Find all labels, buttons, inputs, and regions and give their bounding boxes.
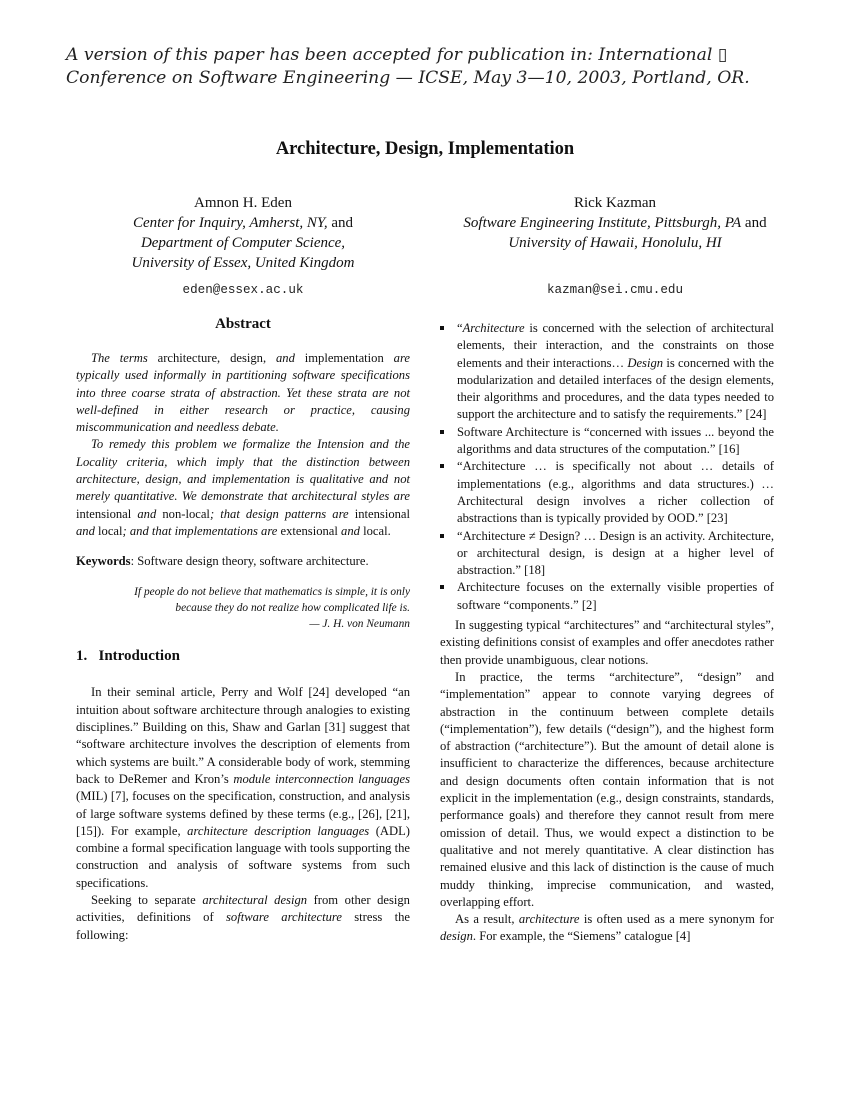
- italic-run: and: [137, 506, 163, 521]
- list-item: [440, 320, 774, 424]
- definition-list: [440, 320, 774, 614]
- text-run: (ADL) combine a formal specification language with tools supporting the construction and analysis of software systems from such specifications.: [76, 823, 410, 890]
- text-run: As a result,: [455, 912, 519, 927]
- text-run: Architecture focuses on the externally visible properties of software “components.” [2]: [457, 580, 774, 612]
- text-run: is often used as a mere synonym for: [579, 912, 774, 927]
- epigraph-attribution: — J. H. von Neumann: [309, 617, 410, 630]
- text-run: intensional: [354, 506, 410, 521]
- epigraph: [76, 584, 410, 633]
- list-item: [440, 424, 774, 459]
- italic-run: ; that design patterns are: [209, 506, 355, 521]
- text-run: local.: [363, 523, 391, 538]
- text-run: intensional: [76, 506, 138, 521]
- banner-line-2: Conference on Software Engineering — ICSE, May 3—10, 2003, Portland, OR.: [66, 68, 750, 88]
- publication-banner: [66, 44, 786, 90]
- italic-run: Architecture: [462, 321, 525, 335]
- right-column: [440, 320, 774, 946]
- text-run: (MIL) [7], focuses on the specification, construction, and analysis of large software systems defined by these terms (e.g., [26], [21], [15]). For example,: [76, 789, 410, 838]
- keywords-label: Keywords: [76, 554, 131, 569]
- text-run: stress the following:: [76, 910, 410, 942]
- text-run: local: [98, 523, 123, 538]
- intro-paragraph-2: [76, 892, 410, 944]
- italic-run: and: [275, 351, 305, 365]
- text-run: “: [457, 321, 463, 335]
- author-affiliation-2: University of Hawaii, Honolulu, HI: [508, 235, 722, 251]
- keywords-text: : Software design theory, software architecture.: [130, 554, 369, 569]
- author-email[interactable]: eden@essex.ac.uk: [182, 283, 304, 297]
- paper-title: Architecture, Design, Implementation: [275, 139, 575, 159]
- left-column: [76, 350, 410, 944]
- italic-run: ; and that implementations are: [122, 523, 281, 538]
- body-paragraph: [440, 669, 774, 911]
- list-item: [440, 458, 774, 527]
- keywords: [76, 553, 410, 570]
- author-affiliation-1: Center for Inquiry, Amherst, NY, and: [132, 215, 354, 231]
- text-run: is concerned with the selection of architectural elements, their interaction, and the constraints on those elements and their interactions…: [457, 321, 774, 370]
- banner-line-1: A version of this paper has been accepted for publication in: International ▯: [66, 45, 728, 65]
- body-paragraph: [440, 911, 774, 946]
- author-block-eden: [76, 193, 410, 300]
- abstract-heading: Abstract: [215, 316, 271, 332]
- italic-run: architecture description languages: [187, 823, 370, 838]
- author-name: Rick Kazman: [573, 195, 657, 211]
- italic-run: software architecture: [226, 910, 342, 925]
- abstract-paragraph-1: [76, 350, 410, 436]
- author-block-kazman: [425, 193, 805, 300]
- epigraph-line-1: If people do not believe that mathematics is simple, it is only: [134, 585, 410, 598]
- abstract-paragraph-2: [76, 436, 410, 540]
- text-run: from other design activities, definitions of: [76, 893, 410, 925]
- italic-run: architectural design: [202, 893, 308, 908]
- epigraph-line-2: because they do not realize how complicated life is.: [175, 601, 410, 614]
- list-item: [440, 528, 774, 580]
- italic-run: module interconnection languages: [233, 771, 410, 786]
- text-run: “Architecture ≠ Design? … Design is an activity. Architecture, or architectural design, is design at a higher level of abstraction.” [18]: [457, 528, 774, 578]
- text-run: extensional: [280, 523, 342, 538]
- intro-paragraph-1: [76, 684, 410, 892]
- author-affiliation-3: University of Essex, United Kingdom: [131, 255, 355, 271]
- author-email[interactable]: kazman@sei.cmu.edu: [546, 283, 684, 297]
- body-paragraph: [440, 617, 774, 669]
- text-run: In suggesting typical “architectures” and “architectural styles”, existing definitions consist of examples and offer anecdotes rather then provide unambiguous, clear notions.: [440, 618, 774, 667]
- author-name: Amnon H. Eden: [194, 195, 292, 211]
- italic-run: architecture: [518, 912, 580, 927]
- italic-run: design: [440, 929, 473, 944]
- author-affiliation-1: Software Engineering Institute, Pittsburgh, PA and: [463, 215, 767, 231]
- text-run: “Architecture … is specifically not about … details of implementations (e.g., algorithms and data structures.) … Architectural design involves a richer collection of abstractions than is typically provided by OOD.” [23]: [457, 459, 774, 526]
- section-heading-introduction: 1. Introduction: [76, 648, 180, 665]
- italic-run: and: [341, 523, 364, 538]
- text-run: In their seminal article, Perry and Wolf [24] developed “an intuition about software architecture through analogies to existing disciplines.” Building on this, Shaw and Garlan [31] suggest that “software architecture involves the description of elements from which systems are built.” A considerable body of work, stemming back to DeRemer and Kron’s: [76, 685, 410, 786]
- italic-run: To remedy this problem we formalize the Intension and the Locality criteria, which imply that the distinction between architecture, design, and implementation is qualitative and not merely quantitative. We demonstrate that architectural styles are: [76, 437, 410, 504]
- text-run: In practice, the terms “architecture”, “design” and “implementation” appear to connote varying degrees of abstraction in the continuum between complete details (“implementation”), few details (“design”), and the highest form of abstraction (“architecture”). But the amount of detail alone is insufficient to characterize the differences, because architecture and design documents often contain information that is not explicit in the implementation (e.g., design constraints, standards, performance goals) and therefore they cannot result from mere omission of detail. Thus, we would expect a distinction to be qualitative and not merely quantitative. A clear distinction has remained elusive and this lack of distinction is the cause of much muddy thinking, imprecise communication, and wasted, overlapping effort.: [440, 669, 774, 909]
- italic-run: The terms: [91, 351, 158, 365]
- text-run: . For example, the “Siemens” catalogue [4]: [472, 929, 691, 944]
- text-run: Software Architecture is “concerned with issues ... beyond the algorithms and data structures of the computation.” [16]: [457, 424, 774, 457]
- text-run: is concerned with the modularization and detailed interfaces of the design elements, their algorithms and procedures, and the data types needed to support the architecture and to satisfy the requirements.” [24]: [457, 355, 774, 422]
- italic-run: are typically used informally in partitioning software specifications into three coarse strata of abstraction. Yet these strata are not well-defined in either research or practice, causing miscommunication and needless debate.: [76, 351, 410, 435]
- author-affiliation-2: Department of Computer Science,: [140, 235, 346, 251]
- text-run: implementation: [304, 351, 394, 365]
- text-run: architecture, design,: [157, 351, 276, 365]
- italic-run: Design: [627, 355, 664, 370]
- text-run: Seeking to separate: [91, 893, 203, 908]
- list-item: [440, 579, 774, 614]
- italic-run: and: [76, 523, 99, 538]
- text-run: non-local: [162, 506, 210, 521]
